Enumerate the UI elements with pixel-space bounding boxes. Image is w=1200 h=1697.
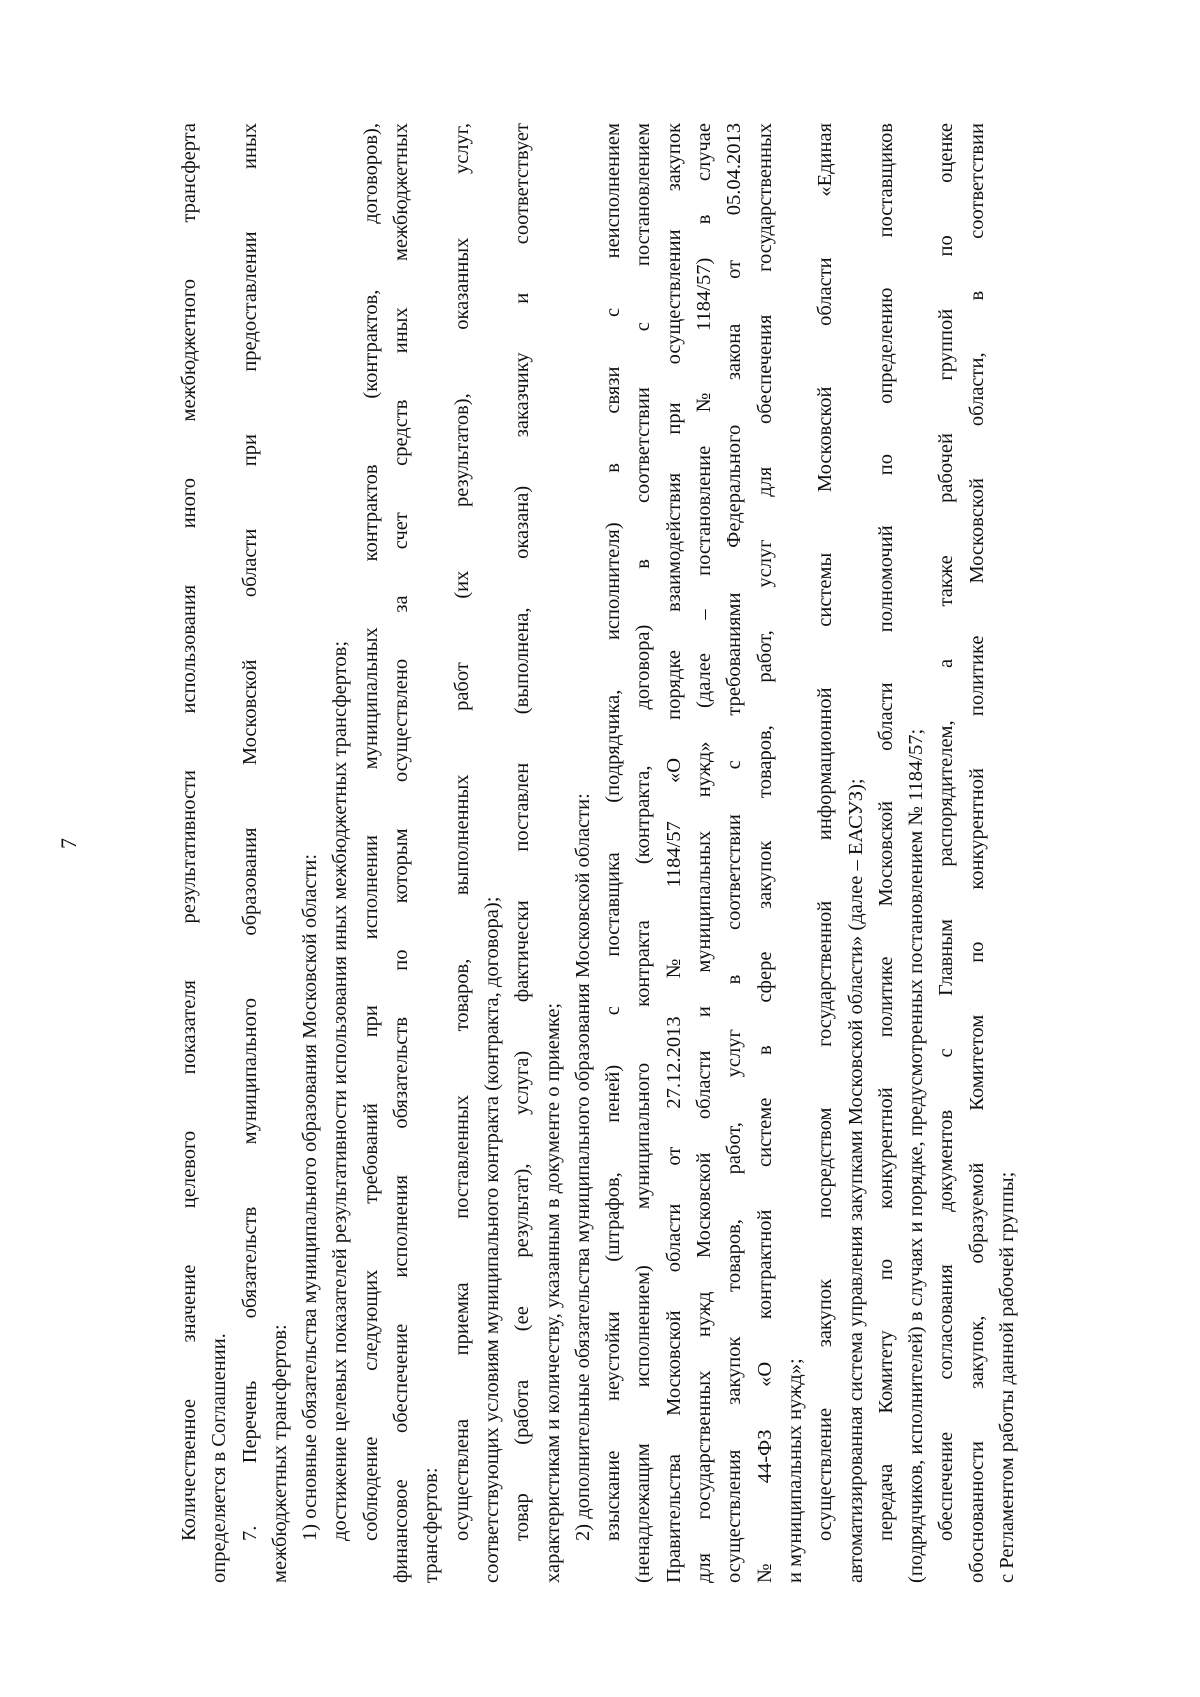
page-number: 7 bbox=[56, 838, 81, 849]
text-line: определяется в Соглашении. bbox=[208, 1333, 231, 1583]
text-line: 7. Перечень обязательств муниципального образования Московской области при предоставлении иных bbox=[238, 123, 261, 1541]
text-line: обеспечение согласования документов с Главным распорядителем, а также рабочей группой по оценке bbox=[935, 123, 958, 1541]
text-line: (ненадлежащим исполнением) муниципального контракта (контракта, договора) в соответствии с постановлением bbox=[632, 123, 655, 1583]
text-line: осуществление закупок посредством государственной информационной системы Московской области «Единая bbox=[814, 123, 837, 1541]
text-line: достижение целевых показателей результативности использования иных межбюджетных трансфертов; bbox=[329, 640, 352, 1541]
text-line: Количественное значение целевого показателя результативности использования иного межбюджетного трансферта bbox=[178, 123, 200, 1541]
document-body bbox=[174, 123, 1022, 1583]
text-line: осуществления закупок товаров, работ, услуг в соответствии с требованиями Федерального закона от 05.04.2013 bbox=[723, 123, 746, 1583]
text-line: и муниципальных нужд»; bbox=[783, 1358, 806, 1583]
text-line: соблюдение следующих требований при исполнении муниципальных контрактов (контрактов, договоров), bbox=[359, 123, 382, 1541]
text-line: соответствующих условиям муниципального контракта (контракта, договора); bbox=[480, 896, 503, 1583]
text-line: Правительства Московской области от 27.12.2013 № 1184/57 «О порядке взаимодействия при осуществлении закупок bbox=[662, 123, 685, 1583]
text-line: № 44-ФЗ «О контрактной системе в сфере закупок товаров, работ, услуг для обеспечения государственных bbox=[753, 123, 776, 1583]
text-line: передача Комитету по конкурентной политике Московской области полномочий по определению поставщиков bbox=[874, 123, 897, 1541]
text-line: трансфертов: bbox=[420, 1467, 443, 1583]
text-line: (подрядчиков, исполнителей) в случаях и порядке, предусмотренных постановлением № 1184/57; bbox=[905, 728, 928, 1583]
text-line: финансовое обеспечение исполнения обязательств по которым осуществлено за счет средств иных межбюджетных bbox=[390, 123, 413, 1583]
text-line: товар (работа (ее результат), услуга) фактически поставлен (выполнена, оказана) заказчику и соответствует bbox=[511, 123, 534, 1541]
text-line: 1) основные обязательства муниципального образования Московской области: bbox=[299, 853, 322, 1541]
text-line: межбюджетных трансфертов: bbox=[268, 1324, 291, 1583]
text-line: характеристикам и количеству, указанным в документе о приемке; bbox=[541, 1002, 564, 1583]
text-line: 2) дополнительные обязательства муниципального образования Московской области: bbox=[571, 793, 594, 1541]
text-line: взыскание неустойки (штрафов, пеней) с поставщика (подрядчика, исполнителя) в связи с неисполнением bbox=[602, 123, 625, 1541]
text-line: осуществлена приемка поставленных товаров, выполненных работ (их результатов), оказанных услуг, bbox=[450, 123, 473, 1541]
text-line: обоснованности закупок, образуемой Комитетом по конкурентной политике Московской области, в соответствии bbox=[965, 123, 988, 1583]
text-line: для государственных нужд Московской области и муниципальных нужд» (далее – постановление № 1184/57) в случае bbox=[693, 123, 716, 1583]
text-line: с Регламентом работы данной рабочей группы; bbox=[996, 1171, 1019, 1583]
text-line: автоматизированная система управления закупками Московской области» (далее – ЕАСУЗ); bbox=[844, 778, 867, 1583]
